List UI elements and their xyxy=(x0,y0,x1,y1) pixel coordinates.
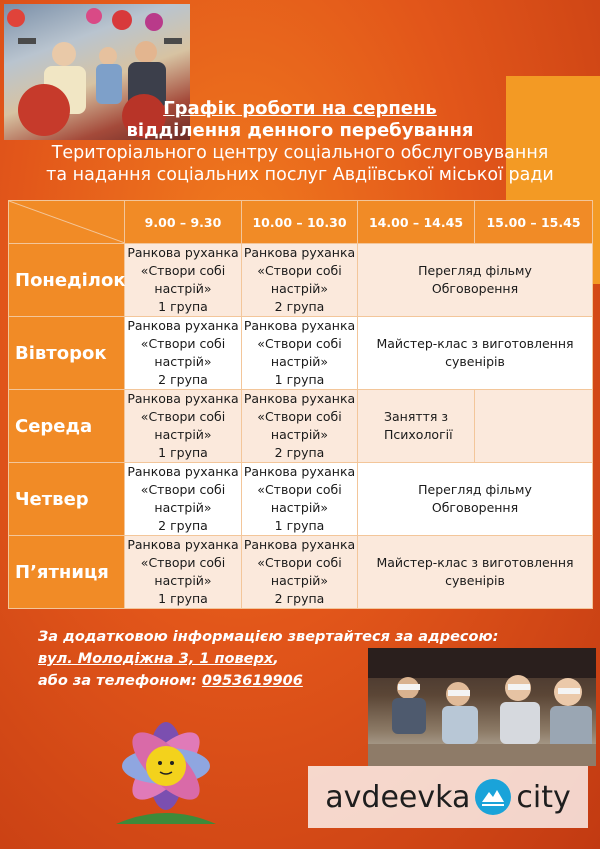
day-label: Середа xyxy=(9,390,125,463)
activity-cell: Перегляд фільму Обговорення xyxy=(358,244,593,317)
table-row xyxy=(9,536,593,609)
activity-cell: Ранкова руханка «Створи собі настрій» 1 група xyxy=(242,317,358,390)
activity-cell: Майстер-клас з виготовлення сувенірів xyxy=(358,536,593,609)
phone-number[interactable]: 0953619906 xyxy=(201,673,303,689)
activity-cell: Ранкова руханка «Створи собі настрій» 1 група xyxy=(242,463,358,536)
activity-cell: Ранкова руханка «Створи собі настрій» 2 група xyxy=(125,463,242,536)
day-label: Вівторок xyxy=(9,317,125,390)
header-org-line1: Територіального центру соціального обслуговування xyxy=(51,143,549,163)
brand-right: city xyxy=(516,779,571,815)
time-slot-header: 15.00 – 15.45 xyxy=(475,201,593,244)
header-subtitle: відділення денного перебування xyxy=(126,120,474,141)
activity-cell: Майстер-клас з виготовлення сувенірів xyxy=(358,317,593,390)
table-row xyxy=(9,390,593,463)
header-title: Графік роботи на серпень xyxy=(163,98,437,119)
day-label: П’ятниця xyxy=(9,536,125,609)
table-row xyxy=(9,463,593,536)
activity-cell: Ранкова руханка «Створи собі настрій» 2 група xyxy=(242,390,358,463)
header-org-line2: та надання соціальних послуг Авдіївської міської ради xyxy=(46,165,554,185)
time-slot-header: 10.00 – 10.30 xyxy=(242,201,358,244)
time-slot-header: 9.00 – 9.30 xyxy=(125,201,242,244)
address-suffix: , xyxy=(273,651,279,667)
day-label: Четвер xyxy=(9,463,125,536)
page-header xyxy=(0,98,600,186)
activity-cell: Ранкова руханка «Створи собі настрій» 1 група xyxy=(125,536,242,609)
table-row xyxy=(9,317,593,390)
crochet-flower-photo xyxy=(96,706,236,834)
schedule-table xyxy=(8,200,593,609)
table-row xyxy=(9,244,593,317)
brand-watermark xyxy=(308,766,588,828)
phone-label: або за телефоном: xyxy=(38,673,202,689)
activity-cell: Ранкова руханка «Створи собі настрій» 1 група xyxy=(125,244,242,317)
activity-cell: Ранкова руханка «Створи собі настрій» 2 група xyxy=(242,244,358,317)
table-header-row xyxy=(9,201,593,244)
brand-logo-icon xyxy=(474,778,512,816)
address-text: вул. Молодіжна 3, 1 поверх xyxy=(38,651,274,667)
activity-cell: Ранкова руханка «Створи собі настрій» 2 група xyxy=(125,317,242,390)
corner-cell xyxy=(9,201,125,244)
activity-cell: Ранкова руханка «Створи собі настрій» 1 група xyxy=(125,390,242,463)
brand-left: avdeevka xyxy=(325,779,471,815)
time-slot-header: 14.00 – 14.45 xyxy=(358,201,475,244)
day-label: Понеділок xyxy=(9,244,125,317)
activity-cell: Ранкова руханка «Створи собі настрій» 2 група xyxy=(242,536,358,609)
activity-cell: Перегляд фільму Обговорення xyxy=(358,463,593,536)
activity-cell: Заняття з Психології xyxy=(358,390,475,463)
empty-cell xyxy=(475,390,593,463)
contact-intro: За додатковою інформацією звертайтеся за адресою: xyxy=(38,629,499,645)
cinema-audience-photo xyxy=(368,648,596,766)
